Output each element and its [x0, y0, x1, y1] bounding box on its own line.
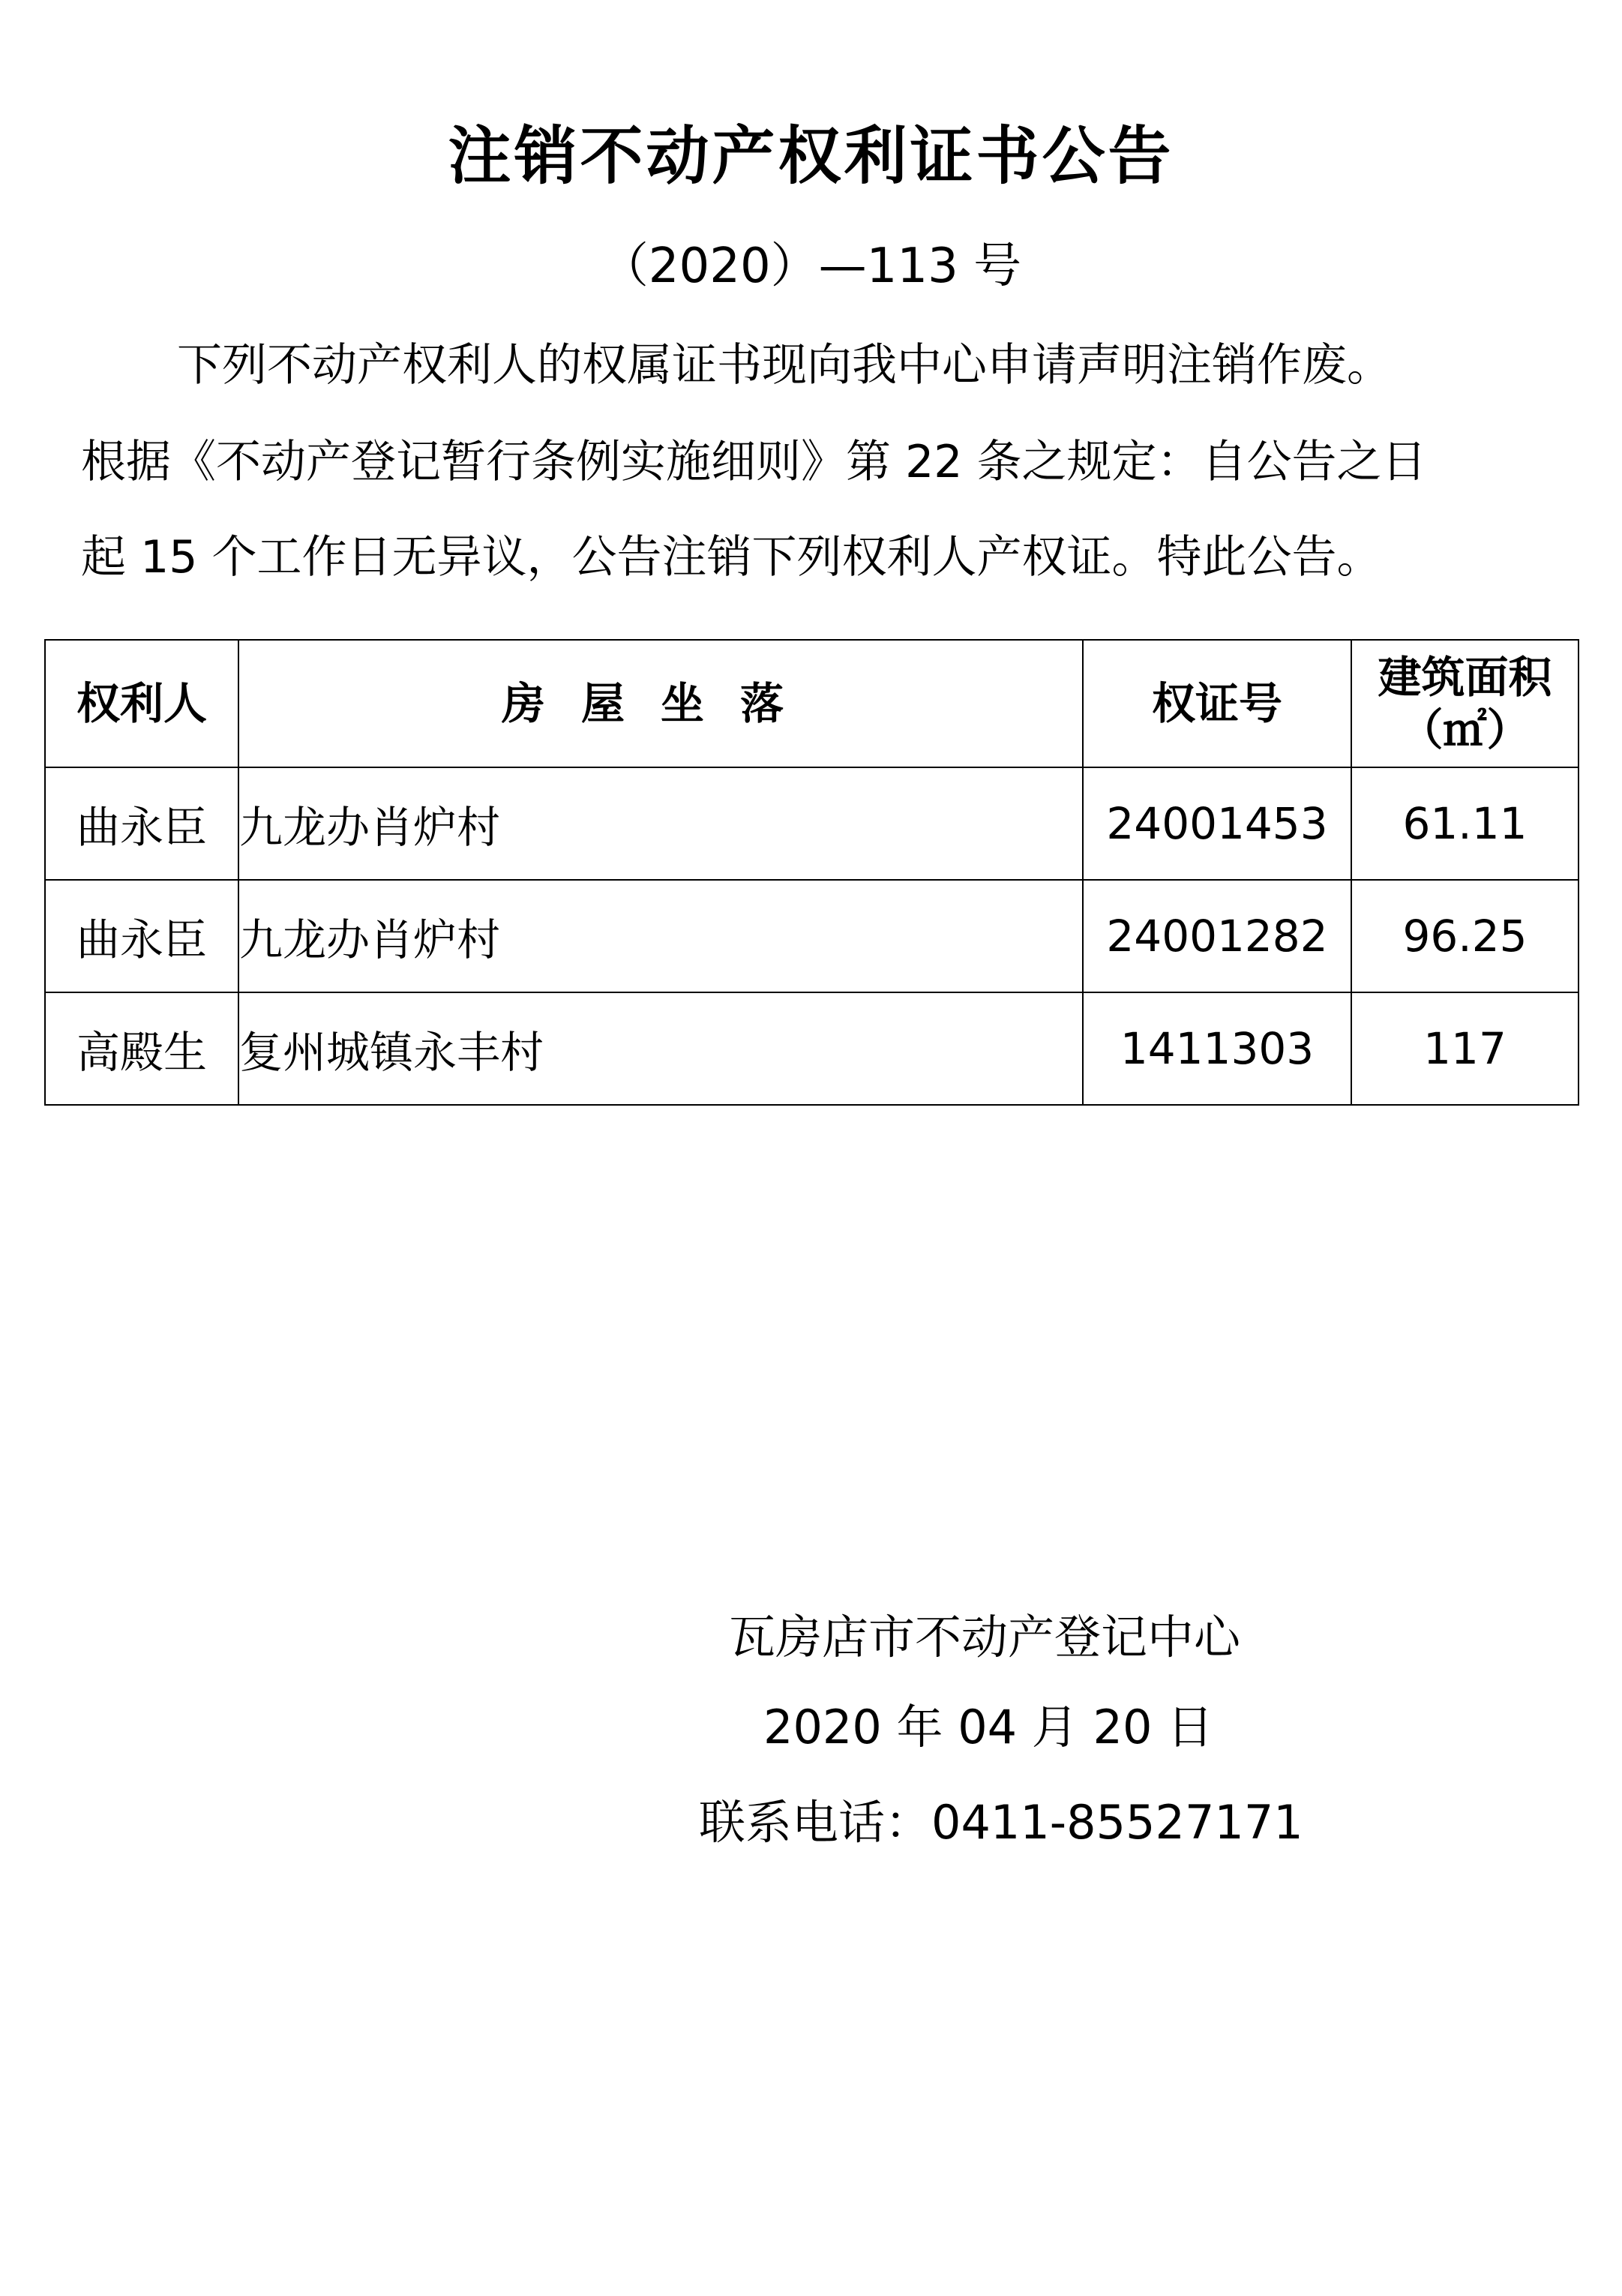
contact-phone: 联系电话：0411-85527171	[699, 1795, 1303, 1850]
cell-owner: 曲永臣	[45, 880, 238, 992]
table-header-row	[45, 640, 1579, 767]
cell-location: 九龙办肖炉村	[238, 880, 1083, 992]
cell-cert-no: 24001453	[1083, 767, 1351, 880]
notice-paragraph-line-2: 根据《不动产登记暂行条例实施细则》第 22 条之规定：自公告之日	[81, 436, 1427, 488]
cell-area: 96.25	[1351, 880, 1579, 992]
issuing-organization: 瓦房店市不动产登记中心	[729, 1610, 1241, 1664]
cell-owner: 曲永臣	[45, 767, 238, 880]
header-area	[1351, 640, 1579, 767]
cell-cert-no: 1411303	[1083, 992, 1351, 1105]
header-owner: 权利人	[45, 640, 238, 767]
cell-area: 117	[1351, 992, 1579, 1105]
header-location: 房屋坐落	[238, 640, 1083, 767]
cell-location: 九龙办肖炉村	[238, 767, 1083, 880]
cell-area: 61.11	[1351, 767, 1579, 880]
certificate-table	[44, 639, 1579, 1106]
header-area-label: 建筑面积	[1378, 652, 1552, 703]
document-number: （2020）—113 号	[600, 239, 1022, 294]
table-row	[45, 767, 1579, 880]
issue-date: 2020 年 04 月 20 日	[763, 1700, 1214, 1754]
cell-cert-no: 24001282	[1083, 880, 1351, 992]
header-area-unit: （㎡）	[1399, 704, 1531, 755]
notice-paragraph-line-1: 下列不动产权利人的权属证书现向我中心申请声明注销作废。	[177, 339, 1392, 392]
notice-title: 注销不动产权利证书公告	[448, 119, 1174, 193]
cell-location: 复州城镇永丰村	[238, 992, 1083, 1105]
notice-paragraph-line-3: 起 15 个工作日无异议，公告注销下列权利人产权证。特此公告。	[81, 531, 1382, 584]
cell-owner: 高殿生	[45, 992, 238, 1105]
header-cert-no: 权证号	[1083, 640, 1351, 767]
table-row	[45, 992, 1579, 1105]
table-row	[45, 880, 1579, 992]
